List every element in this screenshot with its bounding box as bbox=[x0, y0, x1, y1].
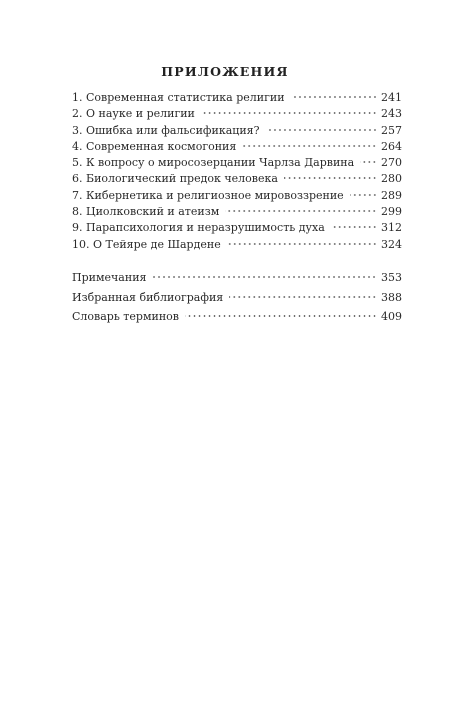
section-heading: ПРИЛОЖЕНИЯ bbox=[161, 64, 289, 79]
toc-entry-page: 280 bbox=[381, 172, 402, 186]
dot-leader bbox=[152, 276, 377, 278]
toc-entry-page: 312 bbox=[381, 221, 402, 235]
toc-entry-title: 5. К вопросу о миросозерцании Чарлза Дарвина bbox=[72, 156, 355, 170]
toc-entry-page: 241 bbox=[381, 91, 402, 104]
toc-entry-page: 264 bbox=[381, 139, 402, 153]
dot-leader bbox=[350, 194, 377, 196]
toc-entry bbox=[72, 268, 402, 288]
toc-entry bbox=[72, 123, 402, 139]
toc-entry bbox=[72, 106, 402, 122]
dot-leader bbox=[242, 145, 377, 147]
toc-entry-page: 409 bbox=[381, 310, 402, 323]
back-matter-list bbox=[72, 268, 402, 327]
toc-entry-title: Словарь терминов bbox=[72, 310, 179, 323]
toc-entry-title: 10. О Тейяре де Шардене bbox=[72, 237, 221, 251]
toc-entry-page: 289 bbox=[381, 188, 402, 202]
dot-leader bbox=[331, 226, 377, 228]
toc-entry-title: 9. Парапсихология и неразрушимость духа bbox=[72, 221, 325, 235]
dot-leader bbox=[185, 315, 377, 317]
toc-entry-page: 324 bbox=[381, 237, 402, 251]
toc-entry bbox=[72, 220, 402, 236]
dot-leader bbox=[225, 210, 377, 212]
toc-entry bbox=[72, 139, 402, 155]
appendices-list bbox=[72, 90, 402, 253]
toc-entry bbox=[72, 171, 402, 187]
toc-entry-page: 270 bbox=[381, 156, 402, 170]
toc-entry-title: 4. Современная космогония bbox=[72, 139, 237, 153]
toc-entry-page: 388 bbox=[381, 290, 402, 304]
dot-leader bbox=[227, 243, 377, 245]
dot-leader bbox=[360, 161, 377, 163]
toc-entry bbox=[72, 188, 402, 204]
toc-entry-title: Избранная библиография bbox=[72, 290, 224, 304]
toc-entry-page: 353 bbox=[381, 271, 402, 284]
toc-entry bbox=[72, 237, 402, 253]
dot-leader bbox=[201, 112, 377, 114]
toc-entry-title: 2. О науке и религии bbox=[72, 107, 195, 121]
toc-entry-title: 1. Современная статистика религии bbox=[72, 91, 285, 104]
toc-entry-page: 243 bbox=[381, 107, 402, 121]
dot-leader bbox=[229, 296, 377, 298]
toc-entry bbox=[72, 155, 402, 171]
toc-entry-title: 3. Ошибка или фальсификация? bbox=[72, 123, 260, 137]
dot-leader bbox=[266, 129, 377, 131]
toc-entry-title: 8. Циолковский и атеизм bbox=[72, 205, 220, 219]
dot-leader bbox=[284, 177, 377, 179]
toc-entry bbox=[72, 204, 402, 220]
toc-entry-title: 7. Кибернетика и религиозное мировоззрение bbox=[72, 188, 344, 202]
toc-entry-title: Примечания bbox=[72, 271, 147, 284]
dot-leader bbox=[291, 96, 377, 98]
toc-entry bbox=[72, 90, 402, 106]
toc-entry-title: 6. Биологический предок человека bbox=[72, 172, 278, 186]
toc-entry bbox=[72, 288, 402, 308]
toc-entry-page: 299 bbox=[381, 205, 402, 219]
toc-entry-page: 257 bbox=[381, 123, 402, 137]
toc-entry bbox=[72, 307, 402, 327]
